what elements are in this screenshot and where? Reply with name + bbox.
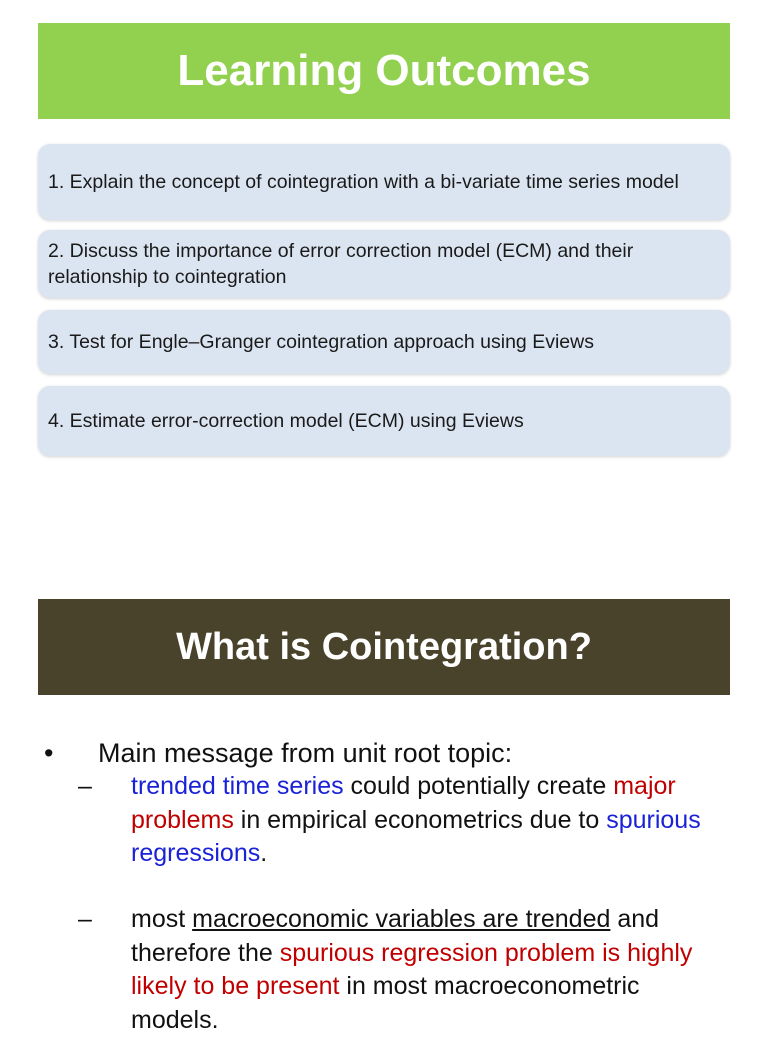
outcome-item-1: 1. Explain the concept of cointegration with a bi-variate time series model — [38, 144, 730, 220]
dash-marker: – — [78, 772, 92, 800]
sub-bullet-2-text: most macroeconomic variables are trended and therefore the spurious regression problem is highly likely to be present in most macroeconometric models. — [131, 905, 693, 1034]
underlined-macro-variables: macroeconomic variables are trended — [192, 905, 611, 933]
highlight-trended-time-series: trended time series — [131, 772, 344, 800]
main-bullet-text: Main message from unit root topic: — [98, 738, 513, 768]
highlight-spurious-regression-problem: spurious regression problem is highly likely to be present — [131, 938, 693, 1000]
dash-marker: – — [78, 905, 92, 933]
cointegration-title: What is Cointegration? — [38, 599, 730, 695]
sub-bullet-1-text: trended time series could potentially create major problems in empirical econometrics due to spurious regressions. — [131, 772, 701, 867]
learning-outcomes-title: Learning Outcomes — [38, 23, 730, 119]
outcome-item-2: 2. Discuss the importance of error correction model (ECM) and their relationship to cointegration — [38, 230, 730, 298]
outcome-item-4: 4. Estimate error-correction model (ECM) using Eviews — [38, 386, 730, 456]
highlight-major-problems: major problems — [131, 772, 676, 834]
highlight-spurious-regressions: spurious regressions — [131, 805, 701, 867]
bullet-marker: • — [44, 738, 54, 768]
outcome-item-3: 3. Test for Engle–Granger cointegration approach using Eviews — [38, 310, 730, 374]
